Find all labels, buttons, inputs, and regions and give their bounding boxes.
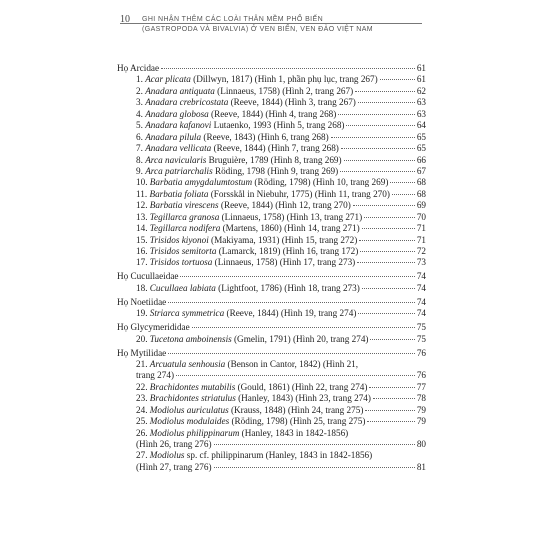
- entry-authority: (Dillwyn, 1817) (Hình 1, phần phụ lục, trang 267): [190, 74, 378, 85]
- entry-authority: (Makiyama, 1931) (Hình 15, trang 272): [208, 234, 358, 245]
- entry-text: [117, 359, 359, 370]
- dot-leader: [192, 327, 415, 328]
- entry-text: [117, 382, 368, 393]
- entry-authority: (Reeve, 1844) (Hình 3, trang 267): [228, 97, 356, 108]
- entry-authority: (Linnaeus, 1758) (Hình 17, trang 273): [212, 257, 356, 268]
- entry-text: [117, 97, 357, 108]
- page-ref: 62: [416, 85, 426, 96]
- species-name: Barbatia foliata: [149, 188, 209, 199]
- species-name: Modiolus modulaides: [149, 416, 230, 427]
- toc-family-row: [117, 322, 426, 333]
- entry-text: [117, 109, 337, 120]
- species-name: Brachidontes mutabilis: [149, 381, 236, 392]
- dot-leader: [357, 262, 415, 263]
- entry-number: 26.: [136, 427, 150, 438]
- entry-number: 17.: [136, 257, 150, 268]
- entry-authority: (Forsskål in Niebuhr, 1775) (Hình 11, trang 270): [208, 188, 390, 199]
- entry-number: 9.: [136, 165, 146, 176]
- toc-entry-row: [117, 308, 426, 319]
- dot-leader: [367, 421, 414, 422]
- entry-authority: (Röding, 1798) (Hình 25, trang 275): [229, 416, 366, 427]
- dot-leader: [214, 467, 415, 468]
- species-name: Arca patriarchalis: [145, 165, 213, 176]
- dot-leader: [353, 205, 415, 206]
- table-of-contents: [117, 63, 426, 473]
- page-ref: 69: [416, 200, 426, 211]
- species-name: Anadara pilula: [145, 131, 202, 142]
- species-name: Striarca symmetrica: [149, 308, 225, 319]
- species-name: Brachidontes striatulus: [149, 393, 236, 404]
- dot-leader: [331, 137, 415, 138]
- species-name: Trisidos kiyonoi: [149, 234, 209, 245]
- species-name: Trisidos semitorta: [149, 246, 217, 256]
- entry-number: 3.: [136, 97, 146, 108]
- dot-leader: [168, 353, 415, 354]
- entry-text: [117, 120, 345, 131]
- entry-text: [117, 393, 372, 404]
- toc-family-row: [117, 271, 426, 282]
- page-ref: 64: [416, 120, 426, 131]
- entry-authority: (Linnaeus, 1758) (Hình 13, trang 271): [219, 211, 363, 222]
- running-title-line2: (GASTROPODA VÀ BIVALVIA) Ở VEN BIỂN, VEN ĐẢO VIỆT NAM: [142, 26, 374, 33]
- dot-leader: [176, 375, 415, 376]
- running-title-line1: GHI NHẬN THÊM CÁC LOÀI THÂN MỀM PHỔ BIẾN: [142, 16, 324, 23]
- page-ref: 73: [416, 257, 426, 268]
- header-rule: [120, 23, 422, 24]
- species-name: Anadara kafanovi: [145, 120, 212, 131]
- toc-entry-row: [117, 109, 426, 120]
- toc-entry-row: [117, 235, 426, 246]
- entry-number: 12.: [136, 200, 150, 211]
- entry-number: 20.: [136, 333, 150, 344]
- entry-text: [117, 177, 389, 188]
- dot-leader: [359, 240, 415, 241]
- entry-text: [117, 246, 359, 257]
- entry-text: [117, 235, 358, 246]
- toc-entry-row: [117, 382, 426, 393]
- species-name: Tegillarca nodifera: [149, 223, 221, 234]
- entry-authority: sp. cf. philippinarum (Hanley, 1843 in 1842-1856): [184, 450, 373, 461]
- page-ref: 66: [416, 154, 426, 165]
- toc-entry-row: [117, 212, 426, 223]
- toc-entry-row: [117, 246, 426, 257]
- toc-entry-row: [117, 97, 426, 108]
- entry-authority: (Reeve, 1843) (Hình 6, trang 268): [201, 131, 329, 142]
- toc-entry-row: [117, 74, 426, 85]
- entry-number: 27.: [136, 450, 150, 461]
- species-name: Arca navicularis: [145, 154, 207, 165]
- entry-number: 7.: [136, 143, 146, 154]
- dot-leader: [338, 114, 414, 115]
- entry-authority: (Lamarck, 1819) (Hình 16, trang 172): [216, 246, 359, 256]
- entry-continuation-text: (Hình 26, trang 276): [117, 439, 213, 450]
- species-name: Modiolus auriculatus: [149, 404, 229, 415]
- entry-number: 10.: [136, 177, 150, 188]
- dot-leader: [364, 217, 415, 218]
- page-ref: 74: [416, 282, 426, 293]
- toc-entry-row: [117, 223, 426, 234]
- species-name: Modiolus philippinarum: [149, 427, 240, 438]
- toc-entry-row: [117, 166, 426, 177]
- dot-leader: [355, 91, 415, 92]
- species-name: Trisidos tortuosa: [149, 257, 213, 268]
- page-ref: 75: [416, 322, 426, 333]
- entry-authority: Bruguière, 1789 (Hình 8, trang 269): [206, 154, 342, 165]
- entry-text: [117, 283, 361, 294]
- entry-text: [117, 428, 349, 439]
- page-ref: 74: [416, 296, 426, 307]
- entry-text: [117, 416, 366, 427]
- toc-entry-continuation: [117, 462, 426, 473]
- page-ref: 79: [416, 416, 426, 427]
- dot-leader: [161, 68, 415, 69]
- entry-number: 24.: [136, 404, 150, 415]
- entry-authority: (Benson in Cantor, 1842) (Hình 21,: [225, 358, 359, 369]
- entry-number: 5.: [136, 120, 146, 131]
- page-ref: 65: [416, 131, 426, 142]
- toc-entry-row: [117, 257, 426, 268]
- entry-text: [117, 86, 354, 97]
- toc-entry-row: [117, 393, 426, 404]
- entry-number: 18.: [136, 282, 150, 293]
- entry-authority: (Reeve, 1844) (Hình 19, trang 274): [224, 308, 357, 319]
- entry-authority: (Hanley, 1843) (Hình 23, trang 274): [235, 393, 371, 404]
- page-ref: 76: [416, 347, 426, 358]
- species-name: Tegillarca granosa: [149, 211, 220, 222]
- toc-entry-row: [117, 143, 426, 154]
- dot-leader: [214, 444, 415, 445]
- family-name: Họ Arcidae: [117, 63, 160, 73]
- species-name: Anadara globosa: [145, 108, 209, 119]
- page-ref: 61: [416, 63, 426, 73]
- dot-leader: [168, 302, 415, 303]
- dot-leader: [344, 160, 415, 161]
- toc-entry-row: [117, 428, 426, 439]
- entry-text: [117, 200, 352, 211]
- species-name: Anadara antiquata: [145, 85, 215, 96]
- species-name: Tucetona amboinensis: [149, 333, 232, 344]
- toc-family-row: [117, 297, 426, 308]
- toc-entry-row: [117, 359, 426, 370]
- entry-text: [117, 166, 339, 177]
- entry-authority: (Gmelin, 1791) (Hình 20, trang 274): [231, 333, 369, 344]
- entry-text: [117, 450, 373, 461]
- dot-leader: [360, 251, 415, 252]
- page-ref: 74: [416, 308, 426, 319]
- entry-text: [117, 155, 343, 166]
- page-ref: 71: [416, 234, 426, 245]
- toc-entry-row: [117, 405, 426, 416]
- entry-text: [117, 223, 361, 234]
- dot-leader: [392, 194, 415, 195]
- entry-number: 14.: [136, 223, 150, 234]
- entry-text: [117, 405, 364, 416]
- toc-family-row: [117, 348, 426, 359]
- page-ref: 63: [416, 108, 426, 119]
- toc-entry-row: [117, 86, 426, 97]
- entry-authority: (Hanley, 1843 in 1842-1856): [239, 427, 349, 438]
- entry-number: 23.: [136, 393, 150, 404]
- page-number: 10: [120, 14, 130, 25]
- page-ref: 78: [416, 393, 426, 404]
- entry-authority: (Krauss, 1848) (Hình 24, trang 275): [228, 404, 364, 415]
- page-ref: 68: [416, 177, 426, 188]
- entry-authority: Röding, 1798 (Hình 9, trang 269): [212, 165, 339, 176]
- family-name: Họ Noetiidae: [117, 296, 167, 307]
- entry-authority: (Reeve, 1844) (Hình 12, trang 270): [218, 200, 351, 211]
- toc-entry-row: [117, 189, 426, 200]
- entry-text: [117, 308, 357, 319]
- entry-number: 25.: [136, 416, 150, 427]
- page-ref: 74: [416, 271, 426, 282]
- entry-authority: (Linnaeus, 1758) (Hình 2, trang 267): [214, 85, 354, 96]
- dot-leader: [369, 387, 414, 388]
- dot-leader: [341, 148, 415, 149]
- dot-leader: [358, 102, 415, 103]
- entry-continuation-text: (Hình 27, trang 276): [117, 462, 213, 473]
- entry-authority: (Martens, 1860) (Hình 14, trang 271): [220, 223, 360, 234]
- species-name: Acar plicata: [145, 74, 191, 85]
- dot-leader: [373, 398, 415, 399]
- entry-text: [117, 132, 330, 143]
- page-ref: 72: [416, 246, 426, 256]
- entry-authority: (Gould, 1861) (Hình 22, trang 274): [235, 381, 368, 392]
- entry-number: 4.: [136, 108, 146, 119]
- page-ref: 70: [416, 211, 426, 222]
- page-ref: 71: [416, 223, 426, 234]
- dot-leader: [380, 79, 415, 80]
- page-ref: 67: [416, 165, 426, 176]
- page-ref: 65: [416, 143, 426, 154]
- toc-entry-row: [117, 283, 426, 294]
- dot-leader: [370, 339, 414, 340]
- page-ref: 79: [416, 404, 426, 415]
- entry-text: [117, 334, 369, 345]
- entry-authority: (Reeve, 1844) (Hình 7, trang 268): [211, 143, 339, 154]
- entry-authority: (Röding, 1798) (Hình 10, trang 269): [252, 177, 389, 188]
- toc-entry-row: [117, 334, 426, 345]
- page-ref: 77: [416, 381, 426, 392]
- toc-family-row: [117, 63, 426, 74]
- toc-entry-row: [117, 177, 426, 188]
- species-name: Anadara vellicata: [145, 143, 212, 154]
- entry-continuation-text: trang 274): [117, 370, 175, 381]
- entry-number: 21.: [136, 358, 150, 369]
- entry-number: 16.: [136, 246, 150, 256]
- entry-authority: Lutaenko, 1993 (Hình 5, trang 268): [211, 120, 345, 131]
- entry-text: [117, 257, 356, 268]
- entry-number: 1.: [136, 74, 146, 85]
- dot-leader: [346, 125, 414, 126]
- dot-leader: [340, 171, 415, 172]
- entry-number: 13.: [136, 211, 150, 222]
- entry-authority: (Reeve, 1844) (Hình 4, trang 268): [208, 108, 337, 119]
- toc-entry-row: [117, 132, 426, 143]
- toc-entry-row: [117, 155, 426, 166]
- species-name: Barbatia virescens: [149, 200, 219, 211]
- entry-number: 19.: [136, 308, 150, 319]
- entry-text: [117, 212, 363, 223]
- page-ref: 76: [416, 370, 426, 381]
- page-ref: 81: [416, 461, 426, 472]
- entry-text: [117, 143, 340, 154]
- dot-leader: [362, 288, 415, 289]
- dot-leader: [390, 182, 414, 183]
- dot-leader: [180, 276, 414, 277]
- page-ref: 75: [416, 333, 426, 344]
- species-name: Arcuatula senhousia: [149, 358, 226, 369]
- species-name: Barbatia amygdalumtostum: [149, 177, 253, 188]
- toc-entry-row: [117, 200, 426, 211]
- family-name: Họ Cucullaeidae: [117, 271, 179, 282]
- family-name: Họ Glycymerididae: [117, 322, 190, 333]
- page-ref: 80: [416, 439, 426, 449]
- entry-number: 15.: [136, 234, 150, 245]
- toc-entry-row: [117, 450, 426, 461]
- page-ref: 63: [416, 97, 426, 108]
- toc-entry-continuation: [117, 439, 426, 450]
- species-name: Modiolus: [149, 450, 185, 461]
- dot-leader: [362, 228, 415, 229]
- entry-authority: (Lightfoot, 1786) (Hình 18, trang 273): [215, 282, 360, 293]
- species-name: Anadara crebricostata: [145, 97, 229, 108]
- page-ref: 61: [416, 74, 426, 85]
- family-name: Họ Mytilidae: [117, 347, 167, 358]
- toc-entry-row: [117, 120, 426, 131]
- running-title: [142, 15, 373, 35]
- toc-entry-continuation: [117, 370, 426, 381]
- page-ref: 68: [416, 188, 426, 199]
- toc-entry-row: [117, 416, 426, 427]
- entry-text: [117, 189, 391, 200]
- entry-number: 22.: [136, 381, 150, 392]
- dot-leader: [365, 410, 414, 411]
- entry-number: 8.: [136, 154, 146, 165]
- species-name: Cucullaea labiata: [149, 282, 216, 293]
- entry-text: [117, 74, 379, 85]
- entry-number: 11.: [136, 188, 150, 199]
- entry-number: 2.: [136, 85, 146, 96]
- dot-leader: [358, 313, 414, 314]
- entry-number: 6.: [136, 131, 146, 142]
